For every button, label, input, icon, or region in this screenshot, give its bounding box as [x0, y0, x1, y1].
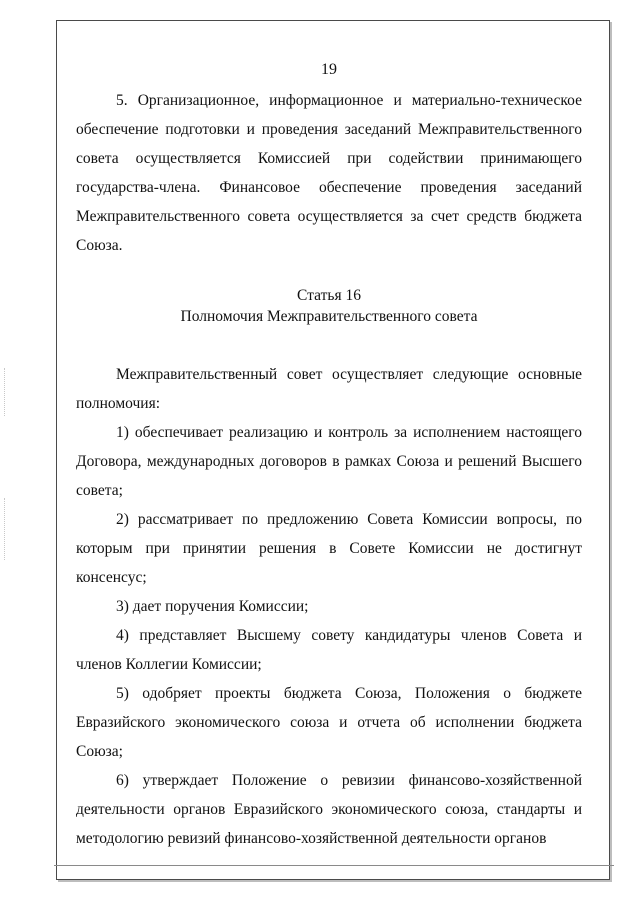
article-number: Статья 16	[297, 287, 361, 304]
power-item-1: 1) обеспечивает реализацию и контроль за исполнением настоящего Договора, международных договоров в рамках Союза и решений Высшего совета;	[76, 424, 582, 499]
scan-artifact	[4, 368, 7, 416]
paragraph-5: 5. Организационное, информационное и материально-техническое обеспечение подготовки и проведения заседаний Межправительственного совета осуществляется Комиссией при содействии принимающего государства-члена. Финансовое обеспечение проведения заседаний Межправительственного совета осуществляется за счет средств бюджета Союза.	[76, 92, 582, 254]
power-item-3: 3) дает поручения Комиссии;	[116, 598, 309, 615]
power-item-6: 6) утверждает Положение о ревизии финансово-хозяйственной деятельности органов Евразийского экономического союза, стандарты и методологию ревизий финансово-хозяйственной деятельности органов	[76, 772, 582, 847]
article-title: Полномочия Межправительственного совета	[180, 308, 478, 325]
page-content	[76, 58, 582, 853]
powers-intro: Межправительственный совет осуществляет следующие основные полномочия:	[76, 366, 582, 412]
article-heading	[76, 285, 582, 327]
power-item-4: 4) представляет Высшему совету кандидатуры членов Совета и членов Коллегии Комиссии;	[76, 627, 582, 673]
power-item-5: 5) одобряет проекты бюджета Союза, Положения о бюджете Евразийского экономического союза и отчета об исполнении бюджета Союза;	[76, 685, 582, 760]
page-number: 19	[321, 61, 337, 78]
scan-artifact	[4, 498, 7, 560]
power-item-2: 2) рассматривает по предложению Совета Комиссии вопросы, по которым при принятии решения в Совете Комиссии не достигнут консенсус;	[76, 511, 582, 586]
